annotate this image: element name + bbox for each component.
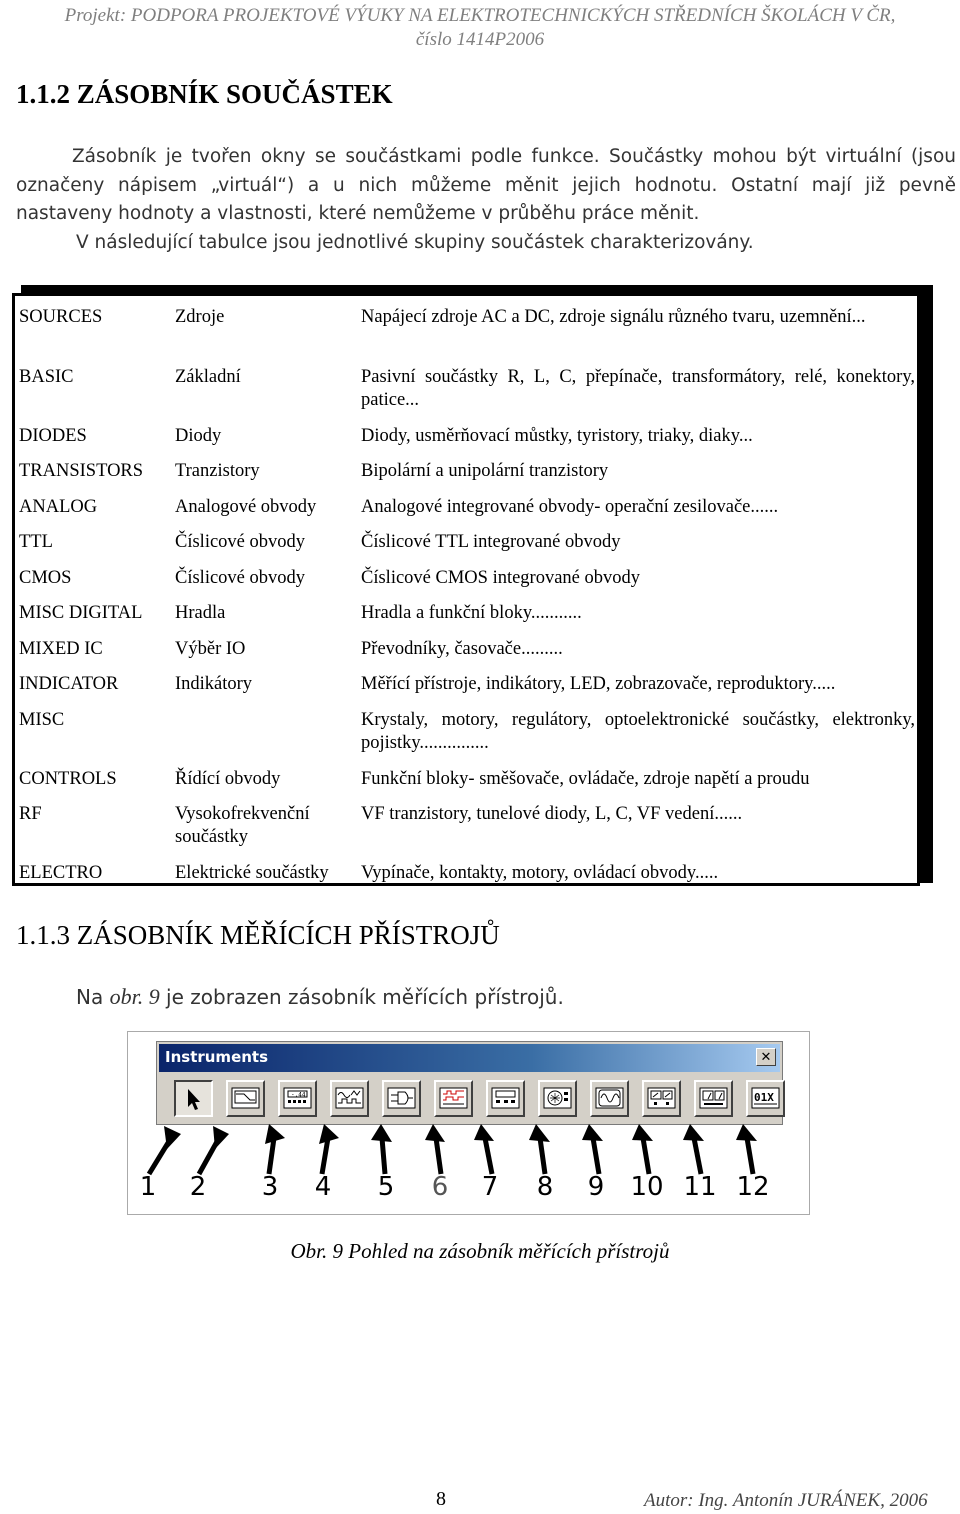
name-cell: Tranzistory xyxy=(175,461,260,481)
group-cell: MIXED IC xyxy=(19,639,103,659)
instruments-window xyxy=(156,1041,783,1125)
group-cell: RF xyxy=(19,804,42,824)
name-cell: Indikátory xyxy=(175,674,253,694)
close-button[interactable]: ✕ xyxy=(756,1048,776,1066)
oscilloscope-button[interactable] xyxy=(590,1080,629,1117)
instrument-number: 9 xyxy=(587,1172,605,1202)
function-generator-icon xyxy=(334,1084,365,1113)
desc-cell: Analogové integrované obvody- operační zesilovače...... xyxy=(361,497,779,517)
group-cell: ELECTRO xyxy=(19,863,103,883)
desc-cell: Krystaly, motory, regulátory, optoelektronické součástky, elektronky, pojistky............... xyxy=(361,710,915,753)
instrument-number: 3 xyxy=(261,1172,279,1202)
intro-pre: Na xyxy=(76,985,110,1009)
name-cell: Vysokofrekvenční součástky xyxy=(175,804,310,847)
desc-cell: VF tranzistory, tunelové diody, L, C, VF vedení...... xyxy=(361,804,743,824)
wattmeter-icon xyxy=(490,1084,521,1113)
voltmeter-icon xyxy=(646,1084,677,1113)
svg-text:-.44: -.44 xyxy=(291,1091,306,1099)
components-table xyxy=(12,293,920,886)
name-cell: Základní xyxy=(175,367,241,387)
desc-cell: Číslicové TTL integrované obvody xyxy=(361,532,621,552)
group-cell: DIODES xyxy=(19,426,87,446)
voltmeter-button[interactable] xyxy=(642,1080,681,1117)
callout-arrows xyxy=(127,1124,810,1176)
instrument-number: 6 xyxy=(431,1172,449,1202)
instrument-number: 5 xyxy=(377,1172,395,1202)
name-cell: Diody xyxy=(175,426,222,446)
group-cell: CONTROLS xyxy=(19,769,117,789)
logic-converter-icon xyxy=(386,1084,417,1113)
group-cell: MISC xyxy=(19,710,65,730)
spectrum-analyzer-button[interactable] xyxy=(538,1080,577,1117)
project-header-line1: Projekt: PODPORA PROJEKTOVÉ VÝUKY NA ELEKTROTECHNICKÝCH STŘEDNÍCH ŠKOLÁCH V ČR, xyxy=(64,5,896,26)
section-heading-components: 1.1.2 ZÁSOBNÍK SOUČÁSTEK xyxy=(16,79,393,109)
group-cell: INDICATOR xyxy=(19,674,119,694)
logic-analyzer-button[interactable] xyxy=(434,1080,473,1117)
group-cell: CMOS xyxy=(19,568,72,588)
spectrum-analyzer-icon xyxy=(542,1084,573,1113)
desc-cell: Hradla a funkční bloky........... xyxy=(361,603,582,623)
author-footer: Autor: Ing. Antonín JURÁNEK, 2006 xyxy=(644,1490,928,1511)
instrument-number: 12 xyxy=(736,1172,770,1202)
pointer-icon xyxy=(178,1084,209,1113)
instrument-number: 11 xyxy=(683,1172,717,1202)
wattmeter-button[interactable] xyxy=(486,1080,525,1117)
name-cell: Číslicové obvody xyxy=(175,568,306,588)
name-cell: Analogové obvody xyxy=(175,497,317,517)
desc-cell: Pasivní součástky R, L, C, přepínače, transformátory, relé, konektory, patice... xyxy=(361,367,915,410)
word-generator-icon xyxy=(750,1084,781,1113)
desc-cell: Měřící přístroje, indikátory, LED, zobrazovače, reproduktory..... xyxy=(361,674,836,694)
desc-cell: Převodníky, časovače......... xyxy=(361,639,563,659)
intro-paragraph xyxy=(16,143,956,257)
section-heading-instruments: 1.1.3 ZÁSOBNÍK MĚŘÍCÍCH PŘÍSTROJŮ xyxy=(16,920,500,950)
window-title: Instruments xyxy=(165,1048,269,1066)
instrument-number: 1 xyxy=(139,1172,157,1202)
name-cell: Řídící obvody xyxy=(175,769,281,789)
svg-text:01X: 01X xyxy=(754,1091,774,1104)
instrument-number: 7 xyxy=(481,1172,499,1202)
name-cell: Zdroje xyxy=(175,307,225,327)
group-cell: TTL xyxy=(19,532,53,552)
group-cell: SOURCES xyxy=(19,307,103,327)
logic-converter-button[interactable] xyxy=(382,1080,421,1117)
instruments-intro xyxy=(76,984,564,1010)
bode-plotter-icon xyxy=(230,1084,261,1113)
intro-post: je zobrazen zásobník měřících přístrojů. xyxy=(159,985,564,1009)
window-titlebar[interactable] xyxy=(159,1044,780,1072)
pointer-tool-button[interactable] xyxy=(174,1080,213,1117)
multimeter-button[interactable] xyxy=(278,1080,317,1117)
figure-reference-link[interactable]: obr. 9 xyxy=(109,984,160,1009)
figure-caption: Obr. 9 Pohled na zásobník měřících přístrojů xyxy=(290,1239,670,1263)
distortion-analyzer-button[interactable] xyxy=(694,1080,733,1117)
word-generator-button[interactable] xyxy=(746,1080,785,1117)
name-cell: Výběr IO xyxy=(175,639,246,659)
desc-cell: Vypínače, kontakty, motory, ovládací obvody..... xyxy=(361,863,719,883)
distortion-analyzer-icon xyxy=(698,1084,729,1113)
multimeter-icon xyxy=(282,1084,313,1113)
instrument-number: 8 xyxy=(536,1172,554,1202)
paragraph-2: V následující tabulce jsou jednotlivé skupiny součástek charakterizovány. xyxy=(76,231,754,253)
group-cell: MISC DIGITAL xyxy=(19,603,143,623)
page-number: 8 xyxy=(436,1488,446,1510)
desc-cell: Bipolární a unipolární tranzistory xyxy=(361,461,609,481)
instrument-number: 4 xyxy=(314,1172,332,1202)
desc-cell: Funkční bloky- směšovače, ovládače, zdroje napětí a proudu xyxy=(361,769,810,789)
bode-plotter-button[interactable] xyxy=(226,1080,265,1117)
group-cell: BASIC xyxy=(19,367,74,387)
desc-cell: Napájecí zdroje AC a DC, zdroje signálu různého tvaru, uzemnění... xyxy=(361,307,866,327)
paragraph-1: Zásobník je tvořen okny se součástkami podle funkce. Součástky mohou být virtuální (jsou označeny nápisem „virtuál“) a u nich můžeme měnit jejich hodnotu. Ostatní mají již pevně nastaveny hodnoty a vlastnosti, které nemůžeme v průběhu práce měnit. xyxy=(16,146,956,224)
name-cell: Elektrické součástky xyxy=(175,863,329,883)
group-cell: TRANSISTORS xyxy=(19,461,144,481)
desc-cell: Číslicové CMOS integrované obvody xyxy=(361,568,641,588)
group-cell: ANALOG xyxy=(19,497,98,517)
desc-cell: Diody, usměrňovací můstky, tyristory, triaky, diaky... xyxy=(361,426,753,446)
oscilloscope-icon xyxy=(594,1084,625,1113)
name-cell: Hradla xyxy=(175,603,226,623)
name-cell: Číslicové obvody xyxy=(175,532,306,552)
logic-analyzer-icon xyxy=(438,1084,469,1113)
instrument-number: 2 xyxy=(189,1172,207,1202)
project-header-line2: číslo 1414P2006 xyxy=(415,29,545,50)
instrument-number: 10 xyxy=(630,1172,664,1202)
function-generator-button[interactable] xyxy=(330,1080,369,1117)
